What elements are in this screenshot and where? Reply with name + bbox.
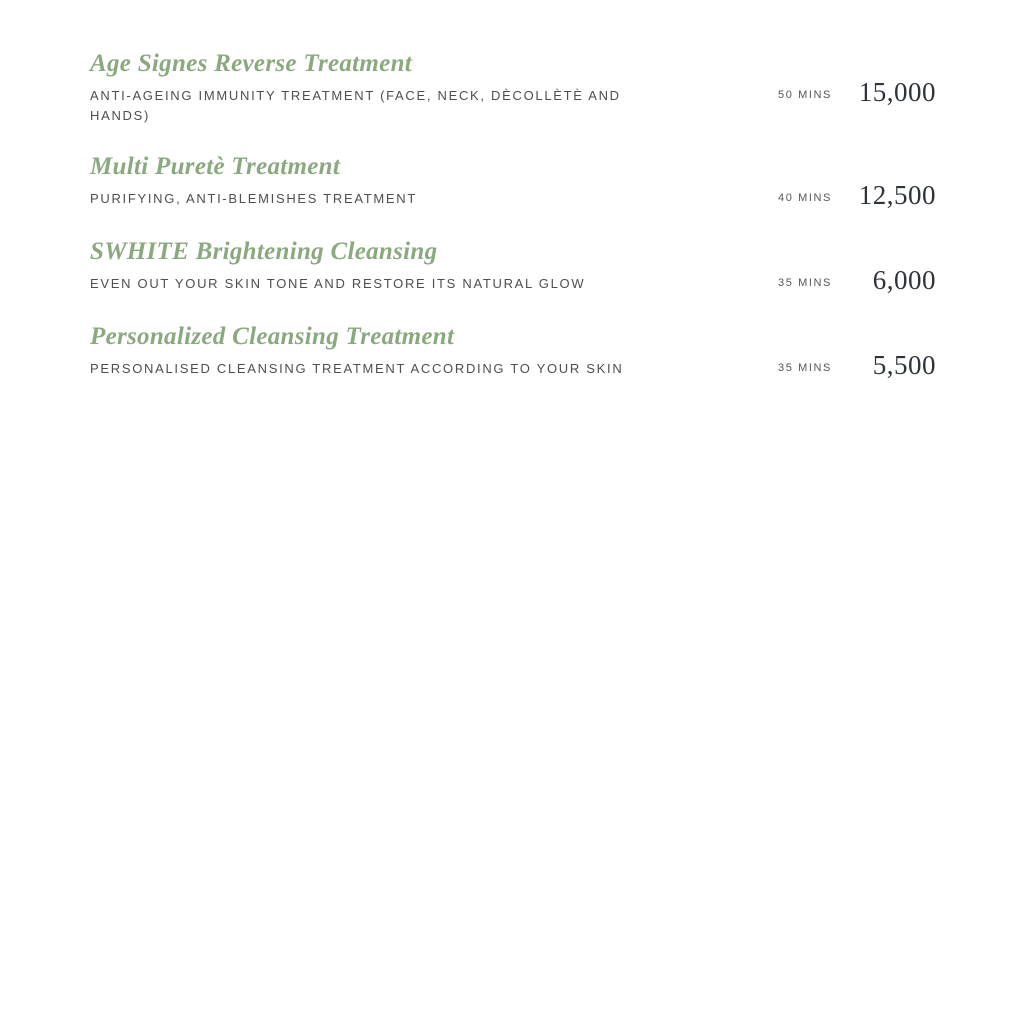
treatment-info	[90, 323, 665, 379]
treatment-description: PERSONALISED CLEANSING TREATMENT ACCORDING TO YOUR SKIN	[90, 361, 624, 376]
treatment-duration: 50 MINS	[778, 89, 832, 101]
menu-item	[90, 238, 936, 296]
treatment-title: Age Signes Reverse Treatment	[90, 50, 413, 77]
treatment-duration: 40 MINS	[778, 192, 832, 204]
treatment-price: 15,000	[858, 77, 936, 107]
treatment-description: PURIFYING, ANTI-BLEMISHES TREATMENT	[90, 191, 417, 206]
treatment-description: ANTI-AGEING IMMUNITY TREATMENT (FACE, NECK, DÈCOLLÈTÈ AND HANDS)	[90, 88, 621, 123]
treatment-title: Multi Puretè Treatment	[90, 153, 341, 180]
treatment-description: EVEN OUT YOUR SKIN TONE AND RESTORE ITS NATURAL GLOW	[90, 276, 586, 291]
treatment-duration: 35 MINS	[778, 362, 832, 374]
treatment-info	[90, 50, 665, 126]
treatment-price: 6,000	[872, 265, 936, 295]
menu-item	[90, 50, 936, 126]
menu-item	[90, 323, 936, 381]
treatment-title: Personalized Cleansing Treatment	[90, 323, 455, 350]
treatment-info	[90, 153, 665, 209]
treatment-info	[90, 238, 665, 294]
treatment-price: 12,500	[858, 180, 936, 210]
treatment-price: 5,500	[872, 350, 936, 380]
menu-item	[90, 153, 936, 211]
treatment-title: SWHITE Brightening Cleansing	[90, 238, 438, 265]
treatment-duration: 35 MINS	[778, 277, 832, 289]
